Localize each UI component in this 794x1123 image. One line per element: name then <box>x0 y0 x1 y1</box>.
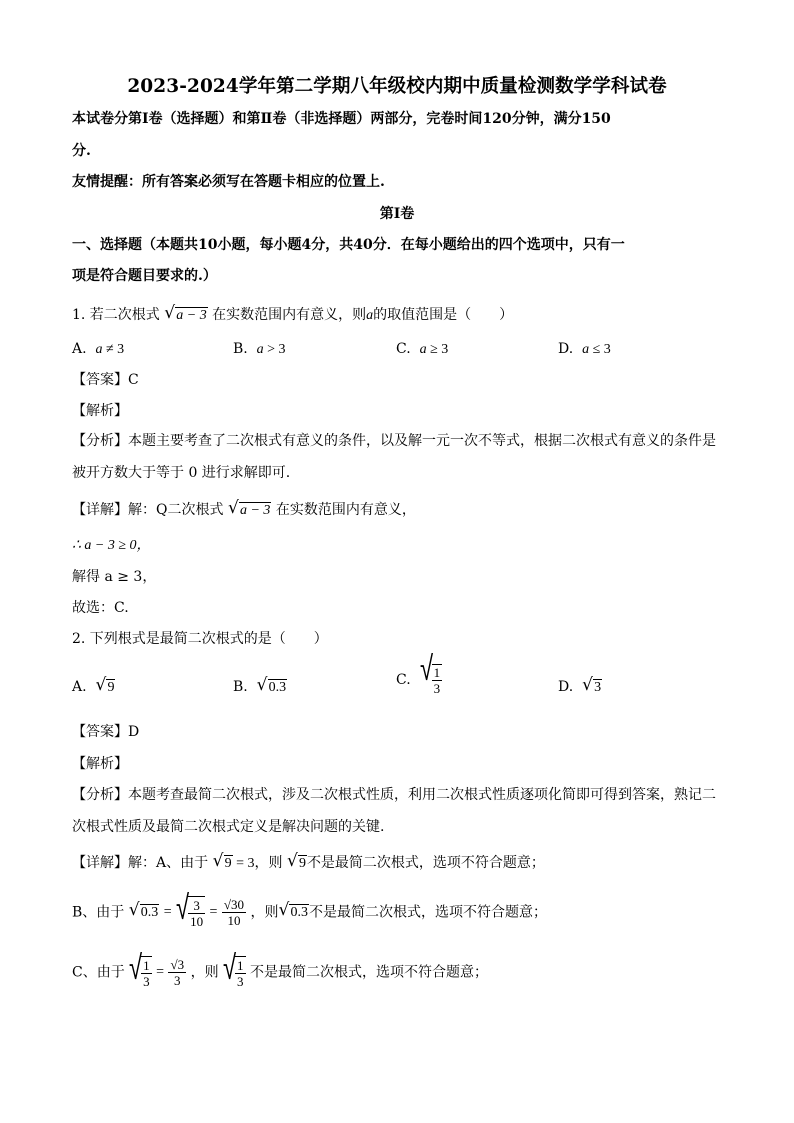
exam-title: 2023-2024学年第二学期八年级校内期中质量检测数学学科试卷 <box>127 76 667 97</box>
q1-option-d: D. a ≤ 3 <box>558 341 611 357</box>
q1-detail-radical: √ a − 3 <box>227 498 271 518</box>
q1-option-a: A. a ≠ 3 <box>72 341 125 357</box>
q1-detail-prefix: 【详解】解：Q二次根式 <box>72 502 224 518</box>
q1-prefix: 1. 若二次根式 <box>72 307 160 323</box>
q1-detail <box>72 498 416 520</box>
q1-analysis-line-2: 被开方数大于等于 0 进行求解即可. <box>72 465 291 481</box>
q1-step-3: 故选：C. <box>72 600 129 616</box>
q2-detail-a: 【详解】解：A、由于 √ 9 = 3，则 √ 9不是最简二次根式，选项不符合题意； <box>72 851 545 871</box>
q2-option-b: B. √ 0.3 <box>233 675 287 695</box>
q2-analysis-line-1: 【分析】本题考查最简二次根式，涉及二次根式性质，利用二次根式性质逐项化简即可得到答案，熟记二 <box>72 787 716 803</box>
q1-answer: 【答案】C <box>72 372 139 388</box>
q1-step-2: 解得 a ≥ 3， <box>72 569 157 585</box>
section-title: 第Ⅰ卷 <box>379 206 415 222</box>
q1-var: a <box>366 308 374 323</box>
q2-option-d: D. √ 3 <box>558 675 602 695</box>
q2-detail-c: C、由于 √ $\frac{1}{3}$ = $\frac{√3}{3}$ ，则 √ $\frac{1}{3}$ 不是最简二次根式，选项不符合题意； <box>72 948 488 989</box>
q2-option-a: A. √ 9 <box>72 675 115 695</box>
part1-heading-line-2: 项是符合题目要求的.） <box>72 268 217 284</box>
intro-line-2: 分. <box>72 143 91 159</box>
q1-suffix-b: 的取值范围是（ ） <box>373 307 514 323</box>
q1-step-1: ∴ a − 3 ≥ 0， <box>72 538 151 553</box>
q2-option-c: C. √ $\frac{1}{3}$ <box>396 649 441 696</box>
intro-line-1: 本试卷分第Ⅰ卷（选择题）和第Ⅱ卷（非选择题）两部分，完卷时间120分钟，满分150 <box>72 111 611 127</box>
q1-stem <box>72 303 514 325</box>
q1-option-c: C. a ≥ 3 <box>396 341 449 357</box>
q2-stem: 2. 下列根式是最简二次根式的是（ ） <box>72 631 328 647</box>
q1-radical: √ a − 3 <box>164 303 207 323</box>
q1-analysis-line-1: 【分析】本题主要考查了二次根式有意义的条件，以及解一元一次不等式，根据二次根式有意义的条件是 <box>72 433 716 449</box>
q2-jiexi: 【解析】 <box>72 756 128 772</box>
part1-heading-line-1: 一、选择题（本题共10小题，每小题4分，共40分．在每小题给出的四个选项中，只有一 <box>72 237 625 253</box>
reminder: 友情提醒：所有答案必须写在答题卡相应的位置上. <box>72 174 385 190</box>
q1-radicand: a − 3 <box>176 308 207 323</box>
q1-jiexi: 【解析】 <box>72 403 128 419</box>
q2-answer: 【答案】D <box>72 724 140 740</box>
q1-detail-suffix: 在实数范围内有意义， <box>275 502 416 518</box>
q2-analysis-line-2: 次根式性质及最简二次根式定义是解决问题的关键. <box>72 819 385 835</box>
q1-option-b: B. a > 3 <box>233 341 286 357</box>
q2-detail-b: B、由于 √ 0.3 = √ $\frac{3}{10}$ = $\frac{√30}{10}$ ，则 √ 0.3不是最简二次根式，选项不符合题意； <box>72 888 547 929</box>
q1-suffix-a: 在实数范围内有意义，则 <box>212 307 367 323</box>
